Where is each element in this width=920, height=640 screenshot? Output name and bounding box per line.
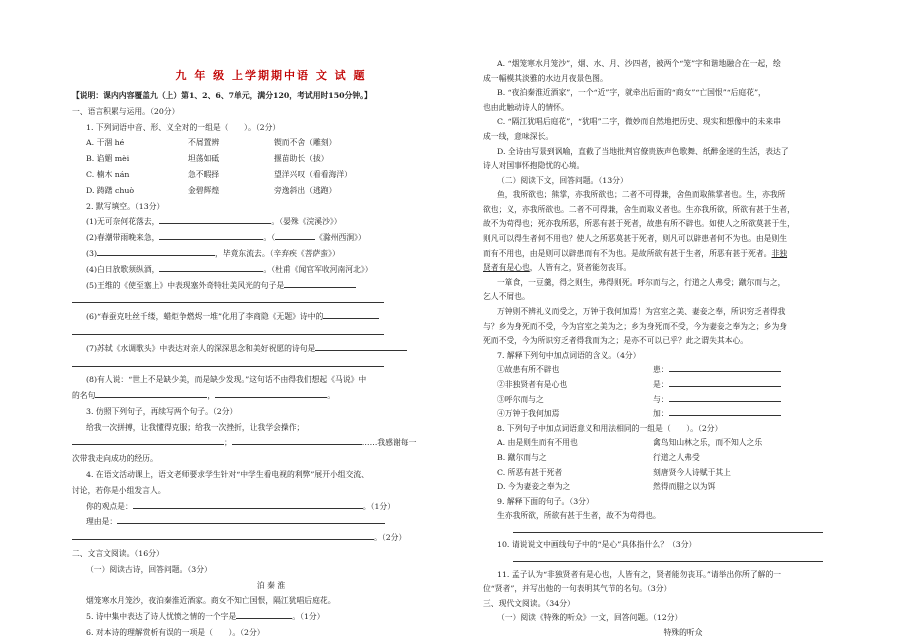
q2-3-blank[interactable] <box>97 246 215 256</box>
reading-instruction: （一）阅读《特殊的听众》一文，回答问题。（12分） <box>497 613 683 622</box>
q7-blank[interactable] <box>669 392 781 402</box>
q9-answer-line[interactable] <box>513 532 823 533</box>
passage-line: 与？乡为身死而不受，今为宫室之美为之；乡为身死而不受，今为妻妾之奉为之；乡为身 <box>483 322 788 331</box>
q2-item-1: (1)无可奈何花落去， 。（晏殊《浣溪沙》） <box>86 214 342 229</box>
q1-d-idiom: 旁逸斜出（逃跑） <box>274 186 337 195</box>
passage-line: 鱼，我所欲也；熊掌，亦我所欲也；二者不可得兼，舍鱼而取熊掌者也。生，亦我所 <box>497 190 786 199</box>
passage-line: 万钟则不辨礼义而受之，万钟于我何加焉！为宫室之美、妻妾之奉，所识穷乏者得我 <box>497 307 786 316</box>
q1-d-phrase: 金碧辉煌 <box>188 186 220 195</box>
underlined-sentence-cont: 贤者有是心也 <box>483 263 530 272</box>
section-2-heading: 二、文言文阅读。（16分） <box>72 549 164 558</box>
poem-instruction: （一）阅读古诗，回答问题。（3分） <box>86 565 212 574</box>
q3-ending: 次带我走向成功的经历。 <box>72 454 158 463</box>
question-10: 10. 请说说文中画线句子中的“是心”具体指什么？（3分） <box>497 540 697 549</box>
q4-prompt-cont: 讨论，若你是小组发言人。 <box>72 486 166 495</box>
q1-c-word: C. 楠木 nán <box>86 170 130 179</box>
q6-option-b: B. “夜泊秦淮近酒家”，一个“近”字，就牵出后面的“商女”“亡国恨”“后庭花”， <box>497 88 766 97</box>
q2-item-8: (8)有人说：“世上不是缺少美，而是缺少发现。”这句话不由得我们想起《马说》中 <box>86 375 367 384</box>
q1-d-word: D. 踌躇 chuò <box>86 186 135 195</box>
q2-item-2: (2)春潮带雨晚来急， 。（ 《滁州西涧》） <box>86 230 366 245</box>
passage-line: 故不为苟得也；死亦我所恶，所恶有甚于死者，故患有所不辟也。如使人之所欲莫甚于生， <box>483 219 795 228</box>
q2-item-4: (4)白日放歌须纵酒， 。（杜甫《闻官军收河南河北》） <box>86 262 373 277</box>
q1-c-phrase: 急不暇择 <box>188 170 220 179</box>
passage-line: 乞人不屑也。 <box>483 292 530 301</box>
passage-line: 贤者有是心也，人皆有之，贤者能勿丧耳。 <box>483 263 632 272</box>
q6-option-b-cont: 也由此触动诗人的情怀。 <box>483 103 569 112</box>
q5-blank[interactable] <box>236 609 292 619</box>
q7-blank[interactable] <box>669 377 781 387</box>
q2-item-7: (7)苏轼《水调歌头》中表达对亲人的深深思念和美好祝愿的诗句是 <box>86 341 407 356</box>
q10-answer-line[interactable] <box>513 561 823 562</box>
q4-reason-blank-b[interactable] <box>72 530 374 540</box>
q4-reason: 理由是： <box>86 514 385 529</box>
reading-title: 特殊的听众 <box>663 628 703 637</box>
question-3: 3. 仿照下列句子，再续写两个句子。（2分） <box>86 407 238 416</box>
passage-line: 死而不受，今为所识穷乏者得我而为之；是亦不可以已乎？此之谓失其本心。 <box>483 336 749 345</box>
q6-option-a-cont: 成一幅模其淡雅的水边月夜景色图。 <box>483 74 608 83</box>
q3-prompt: 给我一次拼搏，让我懂得克服；给我一次挫折，让我学会操作； <box>86 423 305 432</box>
question-11: 11. 孟子认为“非独贤者有是心也，人皆有之，贤者能勿丧耳。”请举出你所了解的一 <box>497 570 782 579</box>
q1-c-idiom: 望洋兴叹（看看海洋） <box>274 170 352 179</box>
q6-option-c-cont: 成一线，意味深长。 <box>483 132 554 141</box>
q7-blank[interactable] <box>669 406 781 416</box>
question-7: 7. 解释下列句中加点词语的含义。（4分） <box>497 351 641 360</box>
passage-line: 而有不用也，由是则可以辟患而有不为也。是故所欲有甚于生者，所恶有甚于死者。非独 <box>483 249 788 258</box>
q2-4-blank[interactable] <box>159 262 263 272</box>
poem-text: 烟笼寒水月笼沙，夜泊秦淮近酒家。商女不知亡国恨，隔江犹唱后庭花。 <box>86 596 336 605</box>
q2-8-blank-a[interactable] <box>95 388 207 398</box>
exam-page: 九 年 级 上学期期中语 文 试 题 【说明：课内内容覆盖九（上）第1、2、6、7单元，满分120，考试用时150分钟。】 一、语言积累与运用。（20分） 1. 下列词语中音、形、义全对的一组是（ ）。（2分） A. 干涸 hé 不屑置辨 锲而不舍（雕刻） B. 谄媚 mèi 坦荡如砥 揠苗助长（拔） C. 楠木 nán 急不暇择 望洋兴叹（看看海洋） D. 踌躇 chuò 金碧辉煌 旁逸斜出（逃跑） 2. 默写填空。（13分） (1)无可奈何花落去， 。（晏殊《浣溪沙》） (2)春潮带雨晚来急， 。（ 《滁州西涧》） (3) ，毕竟东流去。（辛弃疾《菩萨蛮》） (4)白日放歌须纵酒， 。（杜甫《闻官军收河南河北》） (5)王维的《使至塞上》中表现塞外奇特壮美风光的句子是 (6)“春蚕克吐丝千缕，蜡炬争燃烬一堆”化用了李商隐《无题》诗中的 (7)苏轼《水调歌头》中表达对亲人的深深思念和美好祝愿的诗句是 (8)有人说：“世上不是缺少美，而是缺少发现。”这句话不由得我们想起《马说》中 的名句 ， 。 3. 仿照下列句子，再续写两个句子。（2分） 给我一次拼搏，让我懂得克服；给我一次挫折，让我学会操作； ； ……我感谢每一 次带我走向成功的经历。 4. 在语文活动课上，语文老师要求学生针对“中学生看电视的利弊”展开小组交流、 讨论，若你是小组发言人。 你的观点是： 。（1分） 理由是： 。（2分） 二、文言文阅读。（16分） （一）阅读古诗，回答问题。（3分） 泊 秦 淮 烟笼寒水月笼沙，夜泊秦淮近酒家。商女不知亡国恨，隔江犹唱后庭花。 5. 诗中集中表达了诗人忧愤之情的一个字是 。（1分） 6. 对本诗的理解赏析有误的一项是（ ）。（2分） A. “烟笼寒水月笼沙”，烟、水、月、沙四者，被两个“笼”字和谐地融合在一起，绘 成一幅模其淡雅的水边月夜景色图。 B. “夜泊秦淮近酒家”，一个“近”字，就牵出后面的“商女”“亡国恨”“后庭花”， 也由此触动诗人的情怀。 C. “隔江犹唱后庭花”，“犹唱”二字，微妙而自然地把历史、现实和想像中的未来串 成一线，意味深长。 D. 全诗由写景到讽喻，直截了当地批判官僚贵族声色歌舞、纸醉金迷的生活，表达了 诗人对国事怀抱隐忧的心境。 （二）阅读下文，回答问题。（13分） 鱼，我所欲也；熊掌，亦我所欲也；二者不可得兼，舍鱼而取熊掌者也。生，亦我所 欲也；义，亦我所欲也。二者不可得兼，舍生而取义者也。生亦我所欲，所欲有甚于生者， 故不为苟得也；死亦我所恶，所恶有甚于死者，故患有所不辟也。如使人之所欲莫甚于生， 则凡可以得生者何不用也？使人之所恶莫甚于死者，则凡可以辟患者何不为也。由是则生 而有不用也，由是则可以辟患而有不为也。是故所欲有甚于生者，所恶有甚于死者。非独 贤者有是心也，人皆有之，贤者能勿丧耳。 一箪食，一豆羹，得之则生，弗得则死。呼尔而与之，行道之人弗受；蹴尔而与之， 乞人不屑也。 万钟则不辨礼义而受之，万钟于我何加焉！为宫室之美、妻妾之奉，所识穷乏者得我 与？乡为身死而不受，今为宫室之美为之；乡为身死而不受，今为妻妾之奉为之；乡为身 死而不受，今为所识穷乏者得我而为之；是亦不可以已乎？此之谓失其本心。 7. 解释下列句中加点词语的含义。（4分） ①故患有所不辟也 患： ②非独贤者有是心也 是： ③呼尔而与之 与： ④万钟于我何加焉 加： 8. 下列句子中加点词语意义和用法相同的一组是（ ）。（2分） A. 由是则生而有不用也 禽鸟知山林之乐，而不知人之乐 B. 蹴尔而与之 行道之人弗受 C. 所恶有甚于死者 刻唐贤今人诗赋于其上 D. 今为妻妾之奉为之 然得而腊之以为饵 9. 解释下面的句子。（3分） 生亦我所欲，所欲有甚于生者，故不为苟得也。 10. 请说说文中画线句子中的“是心”具体指什么？（3分） 11. 孟子认为“非独贤者有是心也，人皆有之，贤者能勿丧耳。”请举出你所了解的一 位“贤者”，并写出他的一句表明其气节的名句。（3分） 三、现代文阅读。（34分） （一）阅读《特殊的听众》一文，回答问题。（12分） 特殊的听众 <box>0 0 920 637</box>
q3-blank-b[interactable] <box>232 435 362 445</box>
q6-option-c: C. “隔江犹唱后庭花”，“犹唱”二字，微妙而自然地把历史、现实和想像中的未来串 <box>497 117 781 126</box>
underlined-sentence: 非独 <box>771 249 788 258</box>
q1-a-idiom: 锲而不舍（雕刻） <box>274 138 337 147</box>
q6-option-d-cont: 诗人对国事怀抱隐忧的心境。 <box>483 161 585 170</box>
q2-6-blank-a[interactable] <box>323 309 379 319</box>
q2-item-5: (5)王维的《使至塞上》中表现塞外奇特壮美风光的句子是 <box>86 278 356 293</box>
q2-5-blank-b[interactable] <box>72 302 384 303</box>
q2-item-3: (3) ，毕竟东流去。（辛弃疾《菩萨蛮》） <box>86 246 340 261</box>
question-11-cont: 位“贤者”，并写出他的一句表明其气节的名句。（3分） <box>483 584 672 593</box>
q2-item-8-cont: 的名句 ， 。 <box>72 388 335 403</box>
q1-b-word: B. 谄媚 mèi <box>86 154 130 163</box>
passage-instruction: （二）阅读下文，回答问题。（13分） <box>497 176 628 185</box>
q2-2-blank[interactable] <box>159 230 263 240</box>
q2-2-author-blank[interactable] <box>275 230 315 240</box>
q4-viewpoint: 你的观点是： 。（1分） <box>86 499 395 514</box>
q6-option-d: D. 全诗由写景到讽喻，直截了当地批判官僚贵族声色歌舞、纸醉金迷的生活，表达了 <box>497 147 789 156</box>
section-3-heading: 三、现代文阅读。（34分） <box>483 599 575 608</box>
poem-title: 泊 秦 淮 <box>256 581 286 590</box>
question-8: 8. 下列句子中加点词语意义和用法相同的一组是（ ）。（2分） <box>497 424 723 433</box>
q2-5-blank-a[interactable] <box>284 278 356 288</box>
q3-answer-line: ； ……我感谢每一 <box>72 435 416 450</box>
question-4: 4. 在语文活动课上，语文老师要求学生针对“中学生看电视的利弊”展开小组交流、 <box>86 470 369 479</box>
q4-reason-blank-a[interactable] <box>117 514 385 524</box>
q9-sentence: 生亦我所欲，所欲有甚于生者，故不为苟得也。 <box>497 511 661 520</box>
exam-title: 九 年 级 上学期期中语 文 试 题 <box>175 69 367 82</box>
question-2: 2. 默写填空。（13分） <box>86 202 165 211</box>
exam-instructions: 【说明：课内内容覆盖九（上）第1、2、6、7单元，满分120，考试用时150分钟。】 <box>72 91 372 100</box>
q1-b-idiom: 揠苗助长（拔） <box>274 154 329 163</box>
q1-a-word: A. 干涸 hé <box>86 138 125 147</box>
q1-a-phrase: 不屑置辨 <box>188 138 220 147</box>
q6-option-a: A. “烟笼寒水月笼沙”，烟、水、月、沙四者，被两个“笼”字和谐地融合在一起，绘 <box>497 59 781 68</box>
question-6: 6. 对本诗的理解赏析有误的一项是（ ）。（2分） <box>86 628 265 637</box>
q3-blank-a[interactable] <box>72 435 224 445</box>
q2-7-blank-a[interactable] <box>315 341 407 351</box>
q1-b-phrase: 坦荡如砥 <box>188 154 220 163</box>
passage-line: 欲也；义，亦我所欲也。二者不可得兼，舍生而取义者也。生亦我所欲，所欲有甚于生者， <box>483 205 795 214</box>
q2-item-6: (6)“春蚕克吐丝千缕，蜡炬争燃烬一堆”化用了李商隐《无题》诗中的 <box>86 309 379 324</box>
passage-line: 则凡可以得生者何不用也？使人之所恶莫甚于死者，则凡可以辟患者何不为也。由是则生 <box>483 234 788 243</box>
section-1-heading: 一、语言积累与运用。（20分） <box>72 107 180 116</box>
question-9: 9. 解释下面的句子。（3分） <box>497 497 594 506</box>
q2-8-blank-b[interactable] <box>215 388 327 398</box>
q4-viewpoint-blank[interactable] <box>133 499 363 509</box>
q4-reason-cont: 。（2分） <box>72 530 406 545</box>
question-5: 5. 诗中集中表达了诗人忧愤之情的一个字是 。（1分） <box>86 609 325 624</box>
q7-blank[interactable] <box>669 362 781 372</box>
q2-1-blank[interactable] <box>159 214 271 224</box>
q2-6-blank-b[interactable] <box>72 334 384 335</box>
passage-line: 一箪食，一豆羹，得之则生，弗得则死。呼尔而与之，行道之人弗受；蹴尔而与之， <box>497 278 786 287</box>
question-1: 1. 下列词语中音、形、义全对的一组是（ ）。（2分） <box>86 123 281 132</box>
q2-7-blank-b[interactable] <box>72 366 384 367</box>
